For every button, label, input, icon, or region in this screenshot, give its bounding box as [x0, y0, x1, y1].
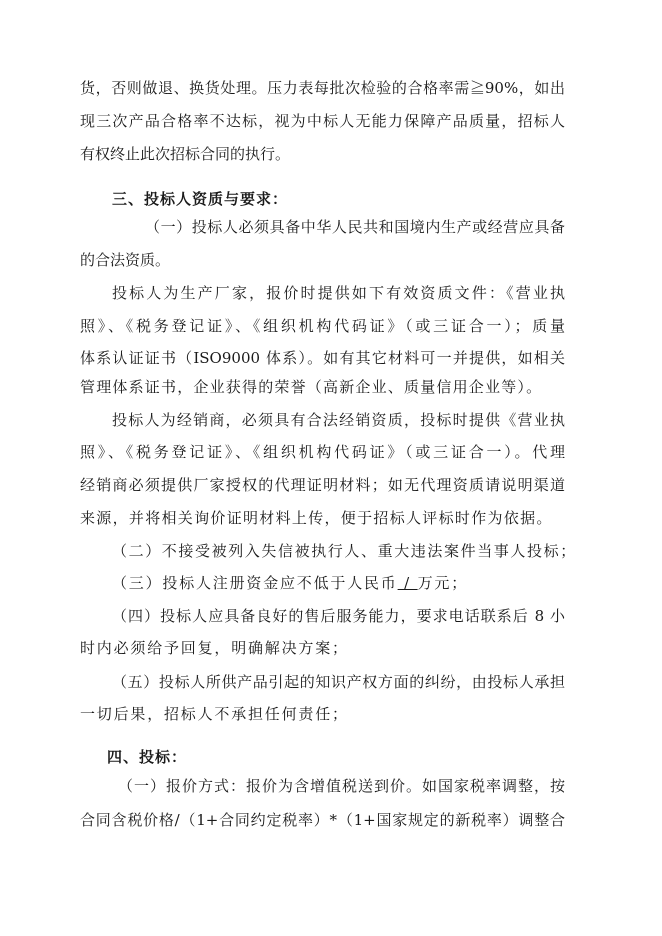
- capital-suffix: 万元；: [417, 574, 469, 592]
- paragraph-line: 照》、《税务登记证》、《组织机构代码证》（或三证合一）；质量: [80, 317, 565, 335]
- paragraph-line: 来源，并将相关询价证明材料上传，便于招标人评标时作为依据。: [80, 509, 553, 527]
- paragraph-line: 体系认证证书（ISO9000 体系）。如有其它材料可一并提供，如相关: [80, 349, 565, 367]
- paragraph-line: （四）投标人应具备良好的售后服务能力，要求电话联系后 8 小: [112, 607, 565, 625]
- section-heading-4: 四、投标：: [107, 748, 188, 766]
- paragraph-line: 经销商必须提供厂家授权的代理证明材料；如无代理资质请说明渠道: [80, 476, 565, 494]
- paragraph-line: 有权终止此次招标合同的执行。: [80, 145, 291, 163]
- paragraph-line: 的合法资质。: [80, 251, 171, 269]
- paragraph-line: 时内必须给予回复，明确解决方案；: [80, 639, 349, 657]
- capital-value: /: [397, 574, 418, 592]
- paragraph-line: [112, 573, 565, 593]
- paragraph-line: （二）不接受被列入失信被执行人、重大违法案件当事人投标；: [112, 542, 577, 560]
- paragraph-line: 管理体系证书，企业获得的荣誉（高新企业、质量信用企业等）。: [80, 378, 543, 396]
- paragraph-line: （一）投标人必须具备中华人民共和国境内生产或经营应具备: [145, 218, 565, 236]
- paragraph-line: 合同含税价格/（1+合同约定税率）*（1+国家规定的新税率）调整合: [80, 811, 565, 829]
- paragraph-line: （五）投标人所供产品引起的知识产权方面的纠纷，由投标人承担: [112, 673, 565, 691]
- paragraph-line: 一切后果，招标人不承担任何责任；: [80, 705, 349, 723]
- paragraph-line: （一）报价方式：报价为含增值税送到价。如国家税率调整，按: [118, 777, 565, 795]
- paragraph-line: 照》、《税务登记证》、《组织机构代码证》（或三证合一）。代理: [80, 443, 565, 461]
- paragraph-line: 投标人为生产厂家，报价时提供如下有效资质文件：《营业执: [112, 284, 565, 302]
- section-heading-3: 三、投标人资质与要求：: [112, 190, 289, 208]
- paragraph-line: 货，否则做退、换货处理。压力表每批次检验的合格率需≧90%，如出: [80, 79, 565, 97]
- paragraph-line: 投标人为经销商，必须具有合法经销资质，投标时提供《营业执: [112, 411, 565, 429]
- capital-prefix: （三）投标人注册资金应不低于人民币: [112, 574, 398, 592]
- paragraph-line: 现三次产品合格率不达标，视为中标人无能力保障产品质量，招标人: [80, 112, 565, 130]
